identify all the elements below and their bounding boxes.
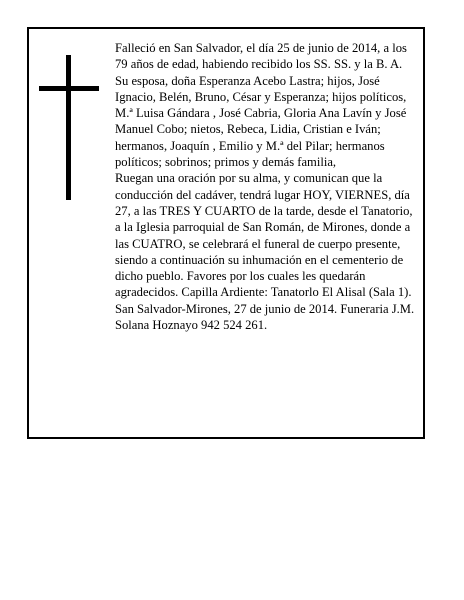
funeral-details-paragraph: Ruegan una oración por su alma, y comunican que la conducción del cadáver, tendrá lugar HOY, VIERNES, día 27, a las TRES Y CUARTO de la tarde, desde el Tanatorio, a la Iglesia parroquial de San Román, de Mirones, donde a las CUATRO, se celebrará el funeral de cuerpo presente, siendo a continuación su inhumación en el cementerio de dicho pueblo. Favores por los cuales les quedarán agradecidos. Capilla Ardiente: Tanatorlo El Alisal (Sala 1). [115, 171, 413, 300]
death-announcement-paragraph: Falleció en San Salvador, el día 25 de junio de 2014, a los 79 años de edad, habiendo recibido los SS. SS. y la B. A. [115, 41, 407, 72]
cross-vertical-bar [66, 55, 71, 200]
latin-cross-icon [39, 55, 99, 200]
obituary-notice [27, 27, 425, 439]
notice-text [115, 40, 419, 333]
family-paragraph: Su esposa, doña Esperanza Acebo Lastra; hijos, José Ignacio, Belén, Bruno, César y Esperanza; hijos políticos, M.ª Luisa Gándara , José Cabria, Gloria Ana Lavín y José Manuel Cobo; nietos, Rebeca, Lidia, Cristian e Iván; hermanos, Joaquín , Emilio y M.ª del Pilar; hermanos políticos; sobrinos; primos y demás familia, [115, 73, 407, 170]
cross-horizontal-bar [39, 86, 99, 91]
place-date-funeral-home-paragraph: San Salvador-Mirones, 27 de junio de 2014. Funeraria J.M. Solana Hoznayo 942 524 261. [115, 301, 415, 333]
